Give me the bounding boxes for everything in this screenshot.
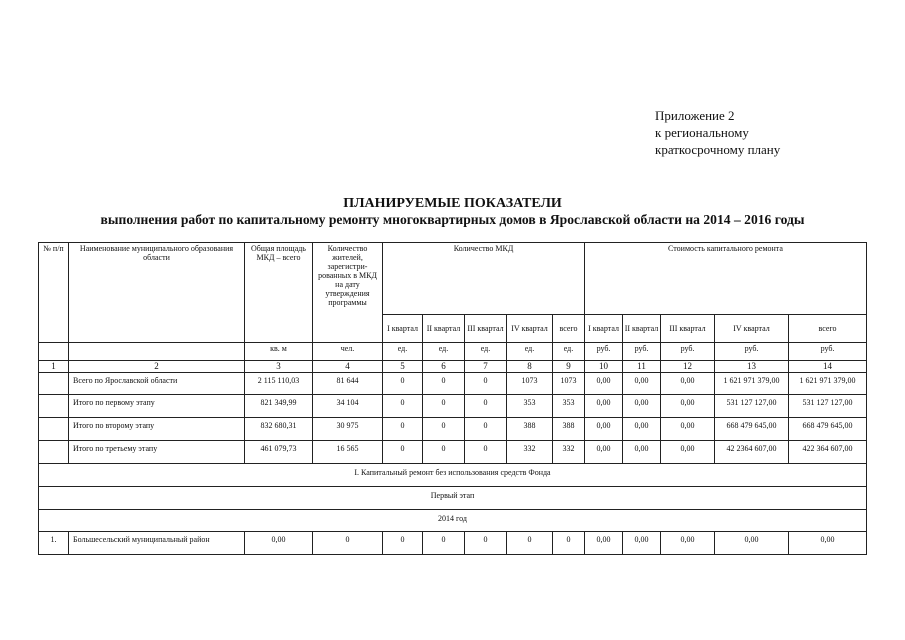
- section-row: [39, 487, 867, 510]
- row-label: Итого по первому этапу: [69, 395, 245, 418]
- table-row: 1. Большесельский муниципальный район 0,00 0 0 0 0 0 0 0,00 0,00 0,00 0,00 0,00: [39, 532, 867, 555]
- unit-cell: руб.: [715, 343, 789, 361]
- column-number: 13: [715, 361, 789, 373]
- header-row-1: [39, 243, 867, 315]
- header-municipality: Наименование муниципального образования области: [69, 243, 245, 343]
- appendix-note: [655, 107, 780, 158]
- header-mkd-count: Количество МКД: [383, 243, 585, 315]
- column-number: 14: [789, 361, 867, 373]
- header-q1: I квартал: [383, 315, 423, 343]
- header-q4: IV квартал: [507, 315, 553, 343]
- header-area: Общая площадь МКД – всего: [245, 243, 313, 343]
- header-cost-q3: III квартал: [661, 315, 715, 343]
- appendix-line-2: к региональному: [655, 125, 749, 140]
- appendix-line-3: краткосрочному плану: [655, 142, 781, 157]
- header-q3: III квартал: [465, 315, 507, 343]
- stage-title: Первый этап: [39, 487, 867, 510]
- unit-cell: руб.: [585, 343, 623, 361]
- year-title: 2014 год: [39, 510, 867, 532]
- units-row: [39, 343, 867, 361]
- column-number-row: [39, 361, 867, 373]
- header-repair-cost: Стоимость капитального ремонта: [585, 243, 867, 315]
- header-q2: II квартал: [423, 315, 465, 343]
- column-number: 6: [423, 361, 465, 373]
- document-subtitle: выполнения работ по капитальному ремонту многоквартирных домов в Ярославской области на 2014 – 2016 годы: [100, 212, 805, 227]
- unit-cell: ед.: [383, 343, 423, 361]
- section-title: I. Капитальный ремонт без использования средств Фонда: [39, 464, 867, 487]
- row-label: Всего по Ярославской области: [69, 373, 245, 395]
- column-number: 10: [585, 361, 623, 373]
- header-total: всего: [553, 315, 585, 343]
- column-number: 2: [69, 361, 245, 373]
- unit-cell: чел.: [313, 343, 383, 361]
- row-label: Большесельский муниципальный район: [69, 532, 245, 555]
- header-cost-total: всего: [789, 315, 867, 343]
- table-row: Итого по второму этапу 832 680,31 30 975 0 0 0 388 388 0,00 0,00 0,00 668 479 645,00 668 479 645,00: [39, 418, 867, 441]
- column-number: 7: [465, 361, 507, 373]
- unit-cell: руб.: [789, 343, 867, 361]
- column-number: 5: [383, 361, 423, 373]
- indicators-table: [38, 242, 867, 555]
- header-cost-q4: IV квартал: [715, 315, 789, 343]
- table-row: Всего по Ярославской области 2 115 110,03 81 644 0 0 0 1073 1073 0,00 0,00 0,00 1 621 971 379,00 1 621 971 379,00: [39, 373, 867, 395]
- appendix-line-1: Приложение 2: [655, 108, 735, 123]
- unit-cell: руб.: [623, 343, 661, 361]
- table-row: Итого по первому этапу 821 349,99 34 104 0 0 0 353 353 0,00 0,00 0,00 531 127 127,00 531 127 127,00: [39, 395, 867, 418]
- header-cost-q2: II квартал: [623, 315, 661, 343]
- column-number: 9: [553, 361, 585, 373]
- column-number: 8: [507, 361, 553, 373]
- column-number: 3: [245, 361, 313, 373]
- section-row: [39, 510, 867, 532]
- unit-cell: кв. м: [245, 343, 313, 361]
- unit-cell: ед.: [553, 343, 585, 361]
- unit-cell: ед.: [465, 343, 507, 361]
- column-number: 12: [661, 361, 715, 373]
- section-row: [39, 464, 867, 487]
- document-title: ПЛАНИРУЕМЫЕ ПОКАЗАТЕЛИ: [343, 196, 562, 211]
- row-label: Итого по третьему этапу: [69, 441, 245, 464]
- unit-cell: ед.: [507, 343, 553, 361]
- row-label: Итого по второму этапу: [69, 418, 245, 441]
- column-number: 1: [39, 361, 69, 373]
- column-number: 11: [623, 361, 661, 373]
- column-number: 4: [313, 361, 383, 373]
- table-row: Итого по третьему этапу 461 079,73 16 565 0 0 0 332 332 0,00 0,00 0,00 42 2364 607,00 422 364 607,00: [39, 441, 867, 464]
- unit-cell: ед.: [423, 343, 465, 361]
- header-residents: Количество жителей, зарегистри-рованных в МКД на дату утверждения программы: [313, 243, 383, 343]
- header-cost-q1: I квартал: [585, 315, 623, 343]
- header-no: № п/п: [39, 243, 69, 343]
- unit-cell: руб.: [661, 343, 715, 361]
